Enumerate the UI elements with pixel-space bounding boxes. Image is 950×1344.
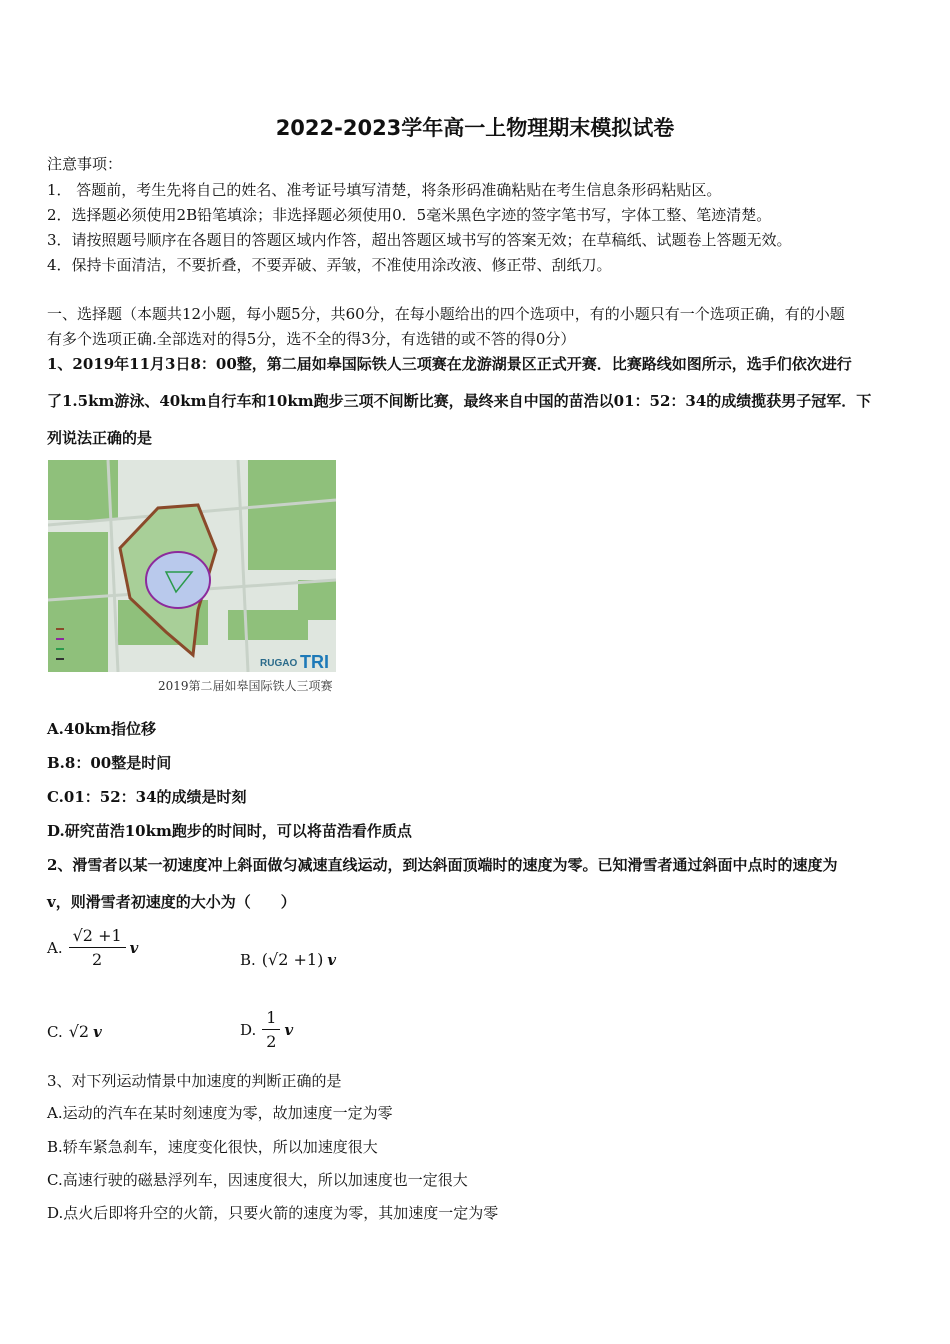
expression: √2 bbox=[68, 1022, 90, 1041]
q1-stem-line2: 了1.5km游泳、40km自行车和10km跑步三项不间断比赛，最终来自中国的苗浩以01：52：34的成绩揽获男子冠军．下 bbox=[47, 392, 872, 410]
q2-stem-line1: 2、滑雪者以某一初速度冲上斜面做匀减速直线运动，到达斜面顶端时的速度为零。已知滑雪者通过斜面中点时的速度为 bbox=[47, 856, 838, 874]
q1-option-a: A.40km指位移 bbox=[47, 720, 156, 738]
race-route-map bbox=[48, 460, 336, 672]
expression: (√2 +1) bbox=[261, 950, 324, 969]
q2-option-b-label: B. bbox=[240, 950, 256, 969]
fraction-numerator: √2 +1 bbox=[69, 926, 126, 948]
map-logo-rugao: RUGAO bbox=[260, 658, 298, 669]
q1-stem-line1: 1、2019年11月3日8：00整，第二届如皋国际铁人三项赛在龙游湖景区正式开赛．比赛路线如图所示，选手们依次进行 bbox=[47, 355, 852, 373]
velocity-symbol: v bbox=[129, 938, 139, 957]
q3-option-c: C.高速行驶的磁悬浮列车，因速度很大，所以加速度也一定很大 bbox=[47, 1171, 468, 1189]
fraction bbox=[262, 1008, 280, 1051]
velocity-symbol: v bbox=[284, 1020, 294, 1039]
exam-title: 2022-2023学年高一上物理期末模拟试卷 bbox=[275, 116, 675, 140]
q2-stem-line2: v，则滑雪者初速度的大小为（ ） bbox=[47, 893, 296, 911]
q1-option-d: D.研究苗浩10km跑步的时间时，可以将苗浩看作质点 bbox=[47, 822, 412, 840]
section-heading-line1: 一、选择题（本题共12小题，每小题5分，共60分，在每小题给出的四个选项中，有的小题只有一个选项正确，有的小题 bbox=[47, 305, 845, 323]
velocity-symbol: v bbox=[93, 1022, 102, 1041]
map-logo-tri: TRI bbox=[300, 652, 329, 672]
notice-heading: 注意事项： bbox=[47, 155, 123, 173]
section-heading-line2: 有多个选项正确.全部选对的得5分，选不全的得3分，有选错的或不答的得0分） bbox=[47, 330, 576, 348]
q2-option-d-label: D. bbox=[240, 1020, 257, 1039]
notice-item-2: 2．选择题必须使用2B铅笔填涂；非选择题必须使用0．5毫米黑色字迹的签字笔书写，字体工整、笔迹清楚。 bbox=[47, 206, 772, 224]
q3-option-b: B.轿车紧急刹车，速度变化很快，所以加速度很大 bbox=[47, 1138, 378, 1156]
q3-option-d: D.点火后即将升空的火箭，只要火箭的速度为零，其加速度一定为零 bbox=[47, 1204, 499, 1222]
q2-option-a-label: A. bbox=[47, 938, 63, 957]
fraction bbox=[69, 926, 126, 969]
q2-option-c-label: C. bbox=[47, 1022, 63, 1041]
fraction-numerator: 1 bbox=[262, 1008, 280, 1030]
q2-option-d bbox=[240, 1008, 293, 1051]
map-caption: 2019第二届如皋国际铁人三项赛 bbox=[158, 679, 333, 693]
q2-option-a bbox=[47, 926, 138, 969]
q2-option-c bbox=[47, 1022, 102, 1041]
q3-stem: 3、对下列运动情景中加速度的判断正确的是 bbox=[47, 1072, 342, 1090]
notice-item-3: 3．请按照题号顺序在各题目的答题区域内作答，超出答题区域书写的答案无效；在草稿纸、试题卷上答题无效。 bbox=[47, 231, 792, 249]
fraction-denominator: 2 bbox=[266, 1032, 277, 1051]
notice-item-4: 4．保持卡面清洁，不要折叠，不要弄破、弄皱，不准使用涂改液、修正带、刮纸刀。 bbox=[47, 256, 612, 274]
q2-option-b bbox=[240, 950, 336, 969]
q3-option-a: A.运动的汽车在某时刻速度为零，故加速度一定为零 bbox=[47, 1104, 393, 1122]
fraction-denominator: 2 bbox=[92, 950, 103, 969]
q1-option-b: B.8：00整是时间 bbox=[47, 754, 172, 772]
q1-stem-line3: 列说法正确的是 bbox=[47, 429, 153, 447]
q1-option-c: C.01：52：34的成绩是时刻 bbox=[47, 788, 247, 806]
notice-item-1: 1． 答题前，考生先将自己的姓名、准考证号填写清楚，将条形码准确粘贴在考生信息条形码粘贴区。 bbox=[47, 181, 722, 199]
velocity-symbol: v bbox=[327, 950, 337, 969]
